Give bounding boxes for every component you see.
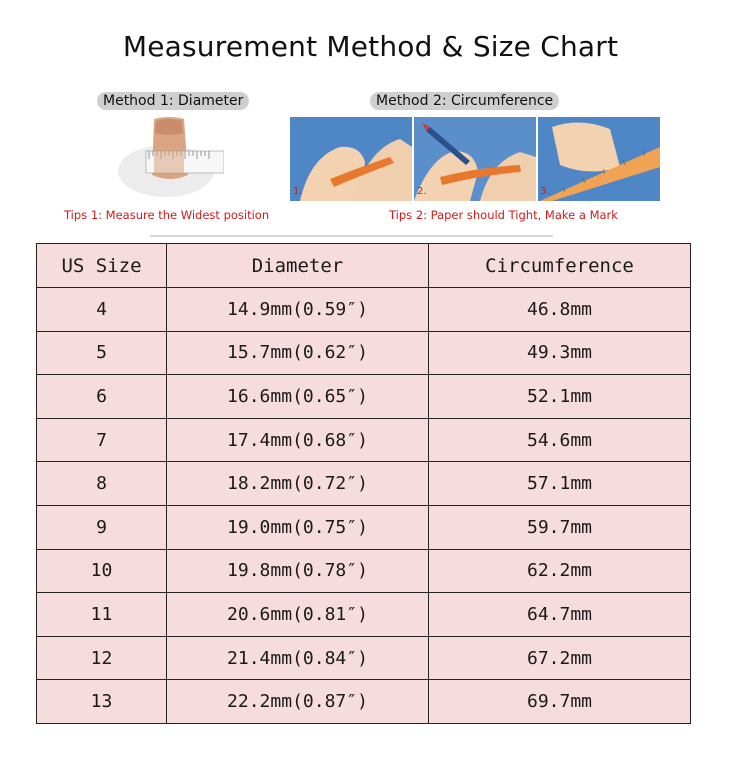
cell-circumference: 62.2mm [429,549,691,593]
cell-diameter: 16.6mm(0.65″) [167,375,429,419]
cell-diameter: 22.2mm(0.87″) [167,680,429,724]
cell-size: 11 [37,593,167,637]
cell-size: 13 [37,680,167,724]
cell-size: 4 [37,288,167,332]
cell-size: 12 [37,636,167,680]
header-us-size: US Size [37,244,167,288]
header-circumference: Circumference [429,244,691,288]
table-row [37,331,691,375]
method-2-label: Method 2: Circumference [370,92,559,110]
paper-strip-illustration [290,117,660,201]
header-diameter: Diameter [167,244,429,288]
cell-size: 6 [37,375,167,419]
cell-diameter: 17.4mm(0.68″) [167,418,429,462]
cell-circumference: 49.3mm [429,331,691,375]
cell-size: 8 [37,462,167,506]
size-chart-table [36,243,691,724]
step-3-label: 3. [540,186,550,197]
cell-circumference: 59.7mm [429,505,691,549]
cell-size: 5 [37,331,167,375]
cell-size: 10 [37,549,167,593]
table-row [37,505,691,549]
cell-size: 7 [37,418,167,462]
cell-circumference: 57.1mm [429,462,691,506]
cell-diameter: 20.6mm(0.81″) [167,593,429,637]
method-1-label: Method 1: Diameter [97,92,249,110]
table-row [37,288,691,332]
cell-circumference: 64.7mm [429,593,691,637]
cell-circumference: 46.8mm [429,288,691,332]
cell-size: 9 [37,505,167,549]
cell-diameter: 18.2mm(0.72″) [167,462,429,506]
tip-1: Tips 1: Measure the Widest position [64,208,270,222]
table-row [37,462,691,506]
cell-circumference: 67.2mm [429,636,691,680]
cell-diameter: 14.9mm(0.59″) [167,288,429,332]
step-2-label: 2. [417,186,427,197]
page-title: Measurement Method & Size Chart [122,30,619,63]
table-row [37,549,691,593]
table-row [37,375,691,419]
step-1-label: 1. [293,186,303,197]
table-row [37,680,691,724]
cell-diameter: 19.0mm(0.75″) [167,505,429,549]
cell-circumference: 69.7mm [429,680,691,724]
tip-2: Tips 2: Paper should Tight, Make a Mark [389,208,618,222]
cell-diameter: 19.8mm(0.78″) [167,549,429,593]
table-header-row [37,244,691,288]
cell-circumference: 54.6mm [429,418,691,462]
table-row [37,418,691,462]
finger-ruler-illustration [114,115,224,200]
divider [150,235,553,237]
cell-diameter: 15.7mm(0.62″) [167,331,429,375]
table-row [37,593,691,637]
cell-diameter: 21.4mm(0.84″) [167,636,429,680]
cell-circumference: 52.1mm [429,375,691,419]
table-row [37,636,691,680]
